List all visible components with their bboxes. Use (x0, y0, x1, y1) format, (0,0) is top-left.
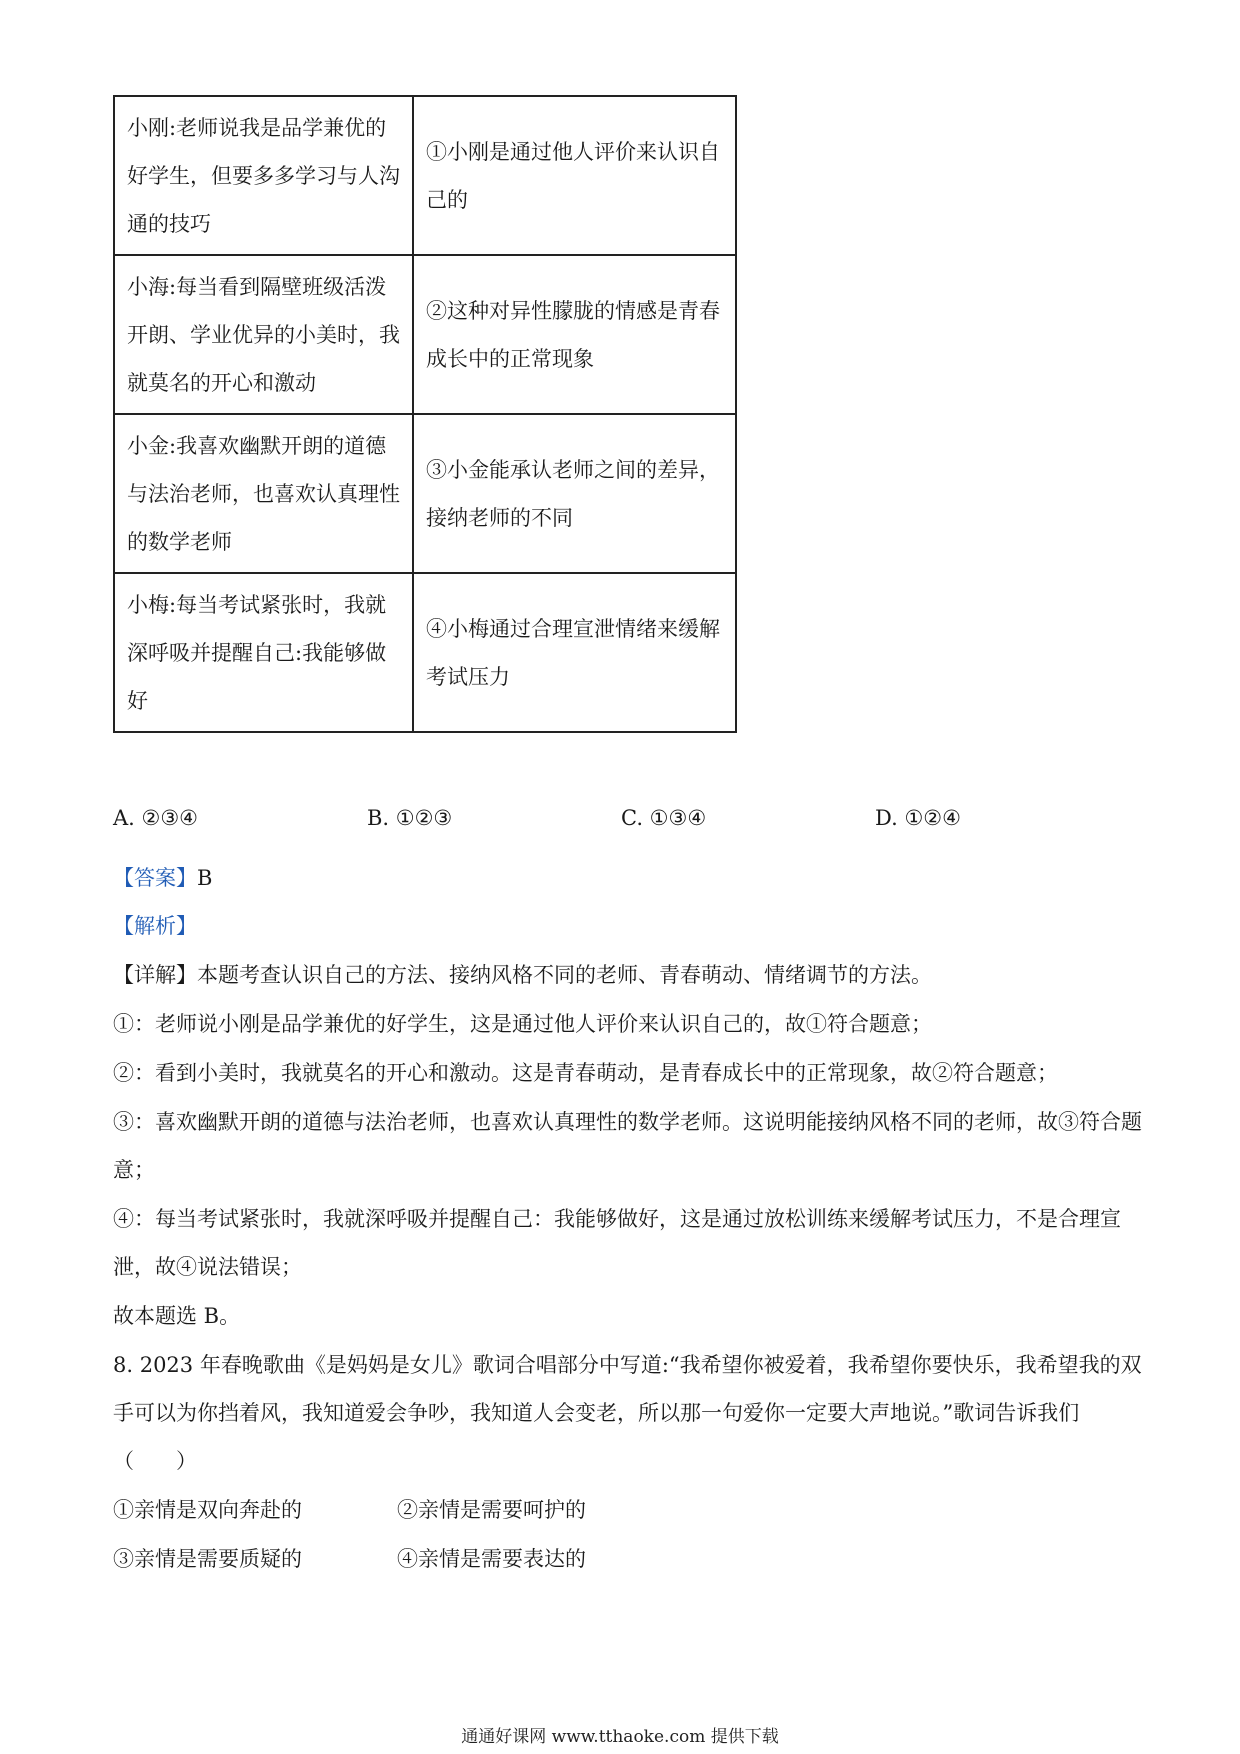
page-footer: 通通好课网 www.tthaoke.com 提供下载 (461, 1727, 779, 1747)
option-b: B. ①②③ (367, 806, 453, 830)
question-8-choices-row-2 (113, 1535, 1143, 1583)
case-cell: 小梅:每当考试紧张时，我就深呼吸并提醒自己:我能够做好 (114, 573, 413, 732)
detail-line (113, 951, 1143, 999)
table-row (114, 96, 736, 255)
analysis-line (113, 902, 1143, 950)
choice-1: ①亲情是双向奔赴的 (113, 1498, 302, 1522)
table-row (114, 573, 736, 732)
answer-line (113, 854, 1143, 902)
conclusion-cell: ②这种对异性朦胧的情感是青春成长中的正常现象 (413, 255, 736, 414)
explanation-3: ③：喜欢幽默开朗的道德与法治老师，也喜欢认真理性的数学老师。这说明能接纳风格不同的老师，故③符合题意； (113, 1110, 1142, 1182)
detail-tag: 【详解】 (113, 963, 197, 987)
answer-options (113, 806, 1013, 846)
choice-2: ②亲情是需要呵护的 (397, 1498, 586, 1522)
question-8-choices-row-1 (113, 1486, 1143, 1534)
case-cell: 小刚:老师说我是品学兼优的好学生，但要多多学习与人沟通的技巧 (114, 96, 413, 255)
case-cell: 小海:每当看到隔壁班级活泼开朗、学业优异的小美时，我就莫名的开心和激动 (114, 255, 413, 414)
explanation-4: ④：每当考试紧张时，我就深呼吸并提醒自己：我能够做好，这是通过放松训练来缓解考试压力，不是合理宣泄，故④说法错误； (113, 1207, 1121, 1279)
option-c: C. ①③④ (621, 806, 707, 830)
conclusion-line: 故本题选 B。 (113, 1304, 241, 1328)
option-a: A. ②③④ (113, 806, 198, 830)
conclusion-cell: ①小刚是通过他人评价来认识自己的 (413, 96, 736, 255)
explanation-1: ①：老师说小刚是品学兼优的好学生，这是通过他人评价来认识自己的，故①符合题意； (113, 1012, 932, 1036)
conclusion-cell: ④小梅通过合理宣泄情绪来缓解考试压力 (413, 573, 736, 732)
case-table (113, 95, 737, 733)
option-d: D. ①②④ (875, 806, 961, 830)
answer-tag: 【答案】 (113, 866, 197, 890)
table-row (114, 255, 736, 414)
analysis-tag: 【解析】 (113, 914, 197, 938)
answer-value: B (197, 866, 213, 890)
detail-text: 本题考查认识自己的方法、接纳风格不同的老师、青春萌动、情绪调节的方法。 (197, 963, 932, 987)
case-cell: 小金:我喜欢幽默开朗的道德与法治老师，也喜欢认真理性的数学老师 (114, 414, 413, 573)
choice-4: ④亲情是需要表达的 (397, 1547, 586, 1571)
conclusion-cell: ③小金能承认老师之间的差异，接纳老师的不同 (413, 414, 736, 573)
table-row (114, 414, 736, 573)
choice-3: ③亲情是需要质疑的 (113, 1547, 302, 1571)
explanation-2: ②：看到小美时，我就莫名的开心和激动。这是青春萌动，是青春成长中的正常现象，故②符合题意； (113, 1061, 1058, 1085)
question-8-stem: 8. 2023 年春晚歌曲《是妈妈是女儿》歌词合唱部分中写道:“我希望你被爱着，我希望你要快乐，我希望我的双手可以为你挡着风，我知道爱会争吵，我知道人会变老，所以那一句爱你一定要大声地说。”歌词告诉我们（ ） (113, 1353, 1142, 1473)
